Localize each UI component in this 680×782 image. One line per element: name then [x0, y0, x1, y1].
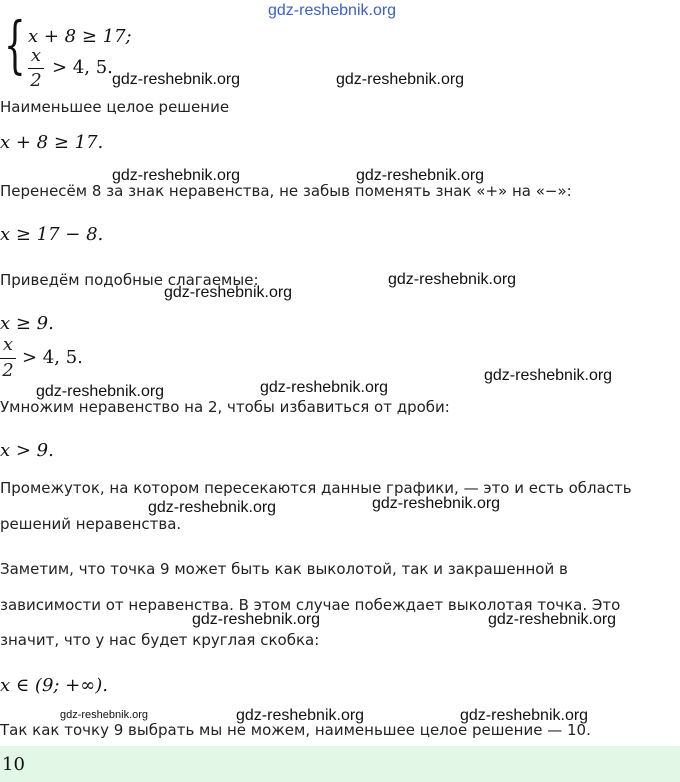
- watermark: gdz-reshebnik.org: [260, 379, 389, 396]
- system-fraction-numerator: x: [30, 45, 42, 66]
- watermark: gdz-reshebnik.org: [484, 367, 613, 384]
- answer-value: 10: [2, 754, 25, 775]
- text-line-3: Умножим неравенство на 2, чтобы избавиться от дроби:: [0, 398, 450, 416]
- watermark: gdz-reshebnik.org: [164, 284, 293, 301]
- watermark: gdz-reshebnik.org: [460, 707, 589, 724]
- math-line-1: x + 8 ≥ 17.: [0, 132, 104, 153]
- system-fraction-denominator: 2: [30, 70, 42, 91]
- system-fraction-line: [28, 68, 44, 69]
- text-line-4a: Промежуток, на котором пересекаются данные графики, — это и есть область: [0, 479, 632, 497]
- answer-box: [0, 746, 680, 782]
- system-brace: {: [4, 8, 26, 81]
- math-line-2: x ≥ 17 − 8.: [0, 224, 104, 245]
- text-line-2: Приведём подобные слагаемые:: [0, 271, 259, 289]
- watermark: gdz-reshebnik.org: [192, 611, 321, 628]
- watermark: gdz-reshebnik.org: [336, 71, 465, 88]
- text-line-1: Перенесём 8 за знак неравенства, не забыв поменять знак «+» на «−»:: [0, 182, 572, 200]
- math-line-5: x > 9.: [0, 440, 54, 461]
- watermark: gdz-reshebnik.org: [112, 71, 241, 88]
- watermark: gdz-reshebnik.org: [60, 709, 149, 721]
- text-line-6: Так как точку 9 выбрать мы не можем, наименьшее целое решение — 10.: [0, 721, 591, 739]
- watermark: gdz-reshebnik.org: [356, 167, 485, 184]
- math-line-3: x ≥ 9.: [0, 313, 54, 334]
- system-line-1: x + 8 ≥ 17;: [28, 26, 132, 47]
- watermark: gdz-reshebnik.org: [268, 2, 397, 19]
- watermark: gdz-reshebnik.org: [36, 383, 165, 400]
- text-line-5c: значит, что у нас будет круглая скобка:: [0, 631, 320, 649]
- text-line-5a: Заметим, что точка 9 может быть как выколотой, так и закрашенной в: [0, 560, 568, 578]
- watermark: gdz-reshebnik.org: [112, 167, 241, 184]
- system-line-2-rest: > 4, 5.: [52, 57, 113, 78]
- text-line-4b: решений неравенства.: [0, 515, 182, 533]
- watermark: gdz-reshebnik.org: [488, 611, 617, 628]
- watermark: gdz-reshebnik.org: [372, 495, 501, 512]
- watermark: gdz-reshebnik.org: [236, 707, 365, 724]
- watermark: gdz-reshebnik.org: [388, 271, 517, 288]
- math-line-4-rest: > 4, 5.: [22, 347, 83, 368]
- fraction-numerator: x: [2, 334, 14, 355]
- fraction-denominator: 2: [2, 360, 14, 381]
- section-heading: Наименьшее целое решение: [0, 98, 230, 116]
- fraction-line: [0, 358, 16, 359]
- math-line-6: x ∈ (9; +∞).: [0, 675, 108, 696]
- watermark: gdz-reshebnik.org: [148, 499, 277, 516]
- text-line-5b: зависимости от неравенства. В этом случае побеждает выколотая точка. Это: [0, 596, 621, 614]
